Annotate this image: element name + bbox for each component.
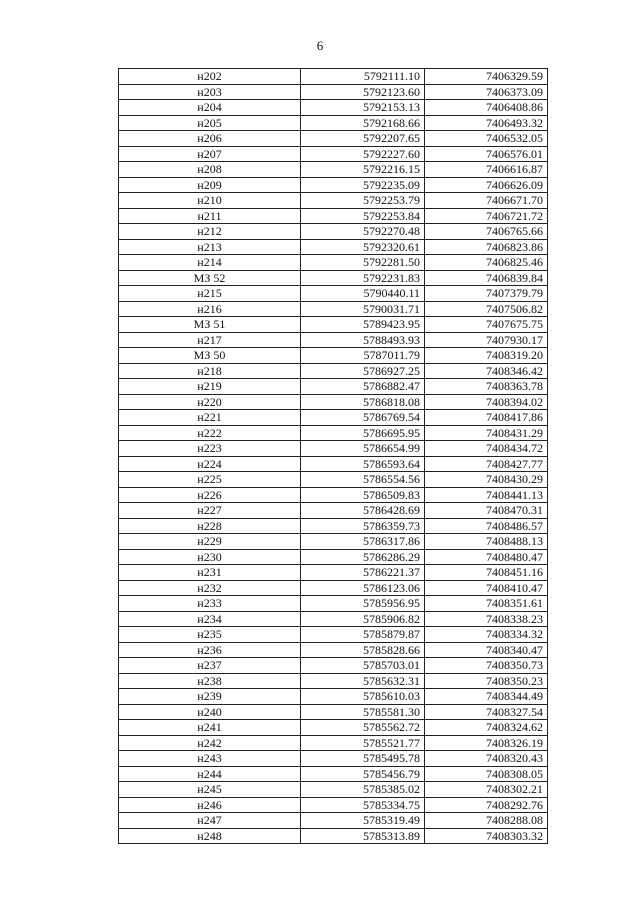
point-id-cell: н236 [119, 642, 301, 658]
x-coordinate-cell: 5792216.15 [301, 162, 425, 178]
point-id-cell: н221 [119, 410, 301, 426]
y-coordinate-cell: 7408334.32 [425, 627, 548, 643]
x-coordinate-cell: 5785906.82 [301, 611, 425, 627]
point-id-cell: МЗ 51 [119, 317, 301, 333]
y-coordinate-cell: 7408346.42 [425, 363, 548, 379]
point-id-cell: н216 [119, 301, 301, 317]
y-coordinate-cell: 7408488.13 [425, 534, 548, 550]
x-coordinate-cell: 5785521.77 [301, 735, 425, 751]
x-coordinate-cell: 5786882.47 [301, 379, 425, 395]
x-coordinate-cell: 5785956.95 [301, 596, 425, 612]
table-row [119, 689, 548, 705]
x-coordinate-cell: 5792111.10 [301, 69, 425, 85]
table-row [119, 162, 548, 178]
y-coordinate-cell: 7406408.86 [425, 100, 548, 116]
x-coordinate-cell: 5787011.79 [301, 348, 425, 364]
y-coordinate-cell: 7408326.19 [425, 735, 548, 751]
point-id-cell: н215 [119, 286, 301, 302]
point-id-cell: н239 [119, 689, 301, 705]
y-coordinate-cell: 7408319.20 [425, 348, 548, 364]
x-coordinate-cell: 5786769.54 [301, 410, 425, 426]
table-row [119, 193, 548, 209]
table-row [119, 224, 548, 240]
table-row [119, 627, 548, 643]
y-coordinate-cell: 7408351.61 [425, 596, 548, 612]
point-id-cell: н219 [119, 379, 301, 395]
table-row [119, 410, 548, 426]
y-coordinate-cell: 7408410.47 [425, 580, 548, 596]
x-coordinate-cell: 5792153.13 [301, 100, 425, 116]
table-row [119, 115, 548, 131]
x-coordinate-cell: 5785879.87 [301, 627, 425, 643]
point-id-cell: н227 [119, 503, 301, 519]
y-coordinate-cell: 7406329.59 [425, 69, 548, 85]
y-coordinate-cell: 7408327.54 [425, 704, 548, 720]
coordinates-table-body [119, 69, 548, 844]
point-id-cell: н247 [119, 813, 301, 829]
x-coordinate-cell: 5786359.73 [301, 518, 425, 534]
y-coordinate-cell: 7408288.08 [425, 813, 548, 829]
table-row [119, 286, 548, 302]
point-id-cell: н208 [119, 162, 301, 178]
y-coordinate-cell: 7406765.66 [425, 224, 548, 240]
point-id-cell: н210 [119, 193, 301, 209]
x-coordinate-cell: 5785334.75 [301, 797, 425, 813]
coordinates-table [118, 68, 548, 844]
y-coordinate-cell: 7406493.32 [425, 115, 548, 131]
x-coordinate-cell: 5792123.60 [301, 84, 425, 100]
x-coordinate-cell: 5786554.56 [301, 472, 425, 488]
point-id-cell: н223 [119, 441, 301, 457]
y-coordinate-cell: 7406373.09 [425, 84, 548, 100]
y-coordinate-cell: 7408430.29 [425, 472, 548, 488]
point-id-cell: н229 [119, 534, 301, 550]
x-coordinate-cell: 5792168.66 [301, 115, 425, 131]
point-id-cell: н228 [119, 518, 301, 534]
y-coordinate-cell: 7408344.49 [425, 689, 548, 705]
point-id-cell: н206 [119, 131, 301, 147]
point-id-cell: н218 [119, 363, 301, 379]
y-coordinate-cell: 7408417.86 [425, 410, 548, 426]
y-coordinate-cell: 7407675.75 [425, 317, 548, 333]
x-coordinate-cell: 5785703.01 [301, 658, 425, 674]
table-row [119, 317, 548, 333]
table-row [119, 518, 548, 534]
point-id-cell: н240 [119, 704, 301, 720]
x-coordinate-cell: 5786654.99 [301, 441, 425, 457]
table-row [119, 642, 548, 658]
table-row [119, 596, 548, 612]
point-id-cell: н204 [119, 100, 301, 116]
point-id-cell: н242 [119, 735, 301, 751]
x-coordinate-cell: 5792253.84 [301, 208, 425, 224]
table-row [119, 766, 548, 782]
table-row [119, 580, 548, 596]
table-row [119, 100, 548, 116]
table-row [119, 332, 548, 348]
x-coordinate-cell: 5785562.72 [301, 720, 425, 736]
point-id-cell: н232 [119, 580, 301, 596]
point-id-cell: н234 [119, 611, 301, 627]
x-coordinate-cell: 5785313.89 [301, 828, 425, 844]
y-coordinate-cell: 7408320.43 [425, 751, 548, 767]
table-row [119, 394, 548, 410]
y-coordinate-cell: 7408338.23 [425, 611, 548, 627]
x-coordinate-cell: 5786221.37 [301, 565, 425, 581]
x-coordinate-cell: 5785828.66 [301, 642, 425, 658]
y-coordinate-cell: 7408350.23 [425, 673, 548, 689]
y-coordinate-cell: 7408308.05 [425, 766, 548, 782]
x-coordinate-cell: 5792281.50 [301, 255, 425, 271]
y-coordinate-cell: 7406626.09 [425, 177, 548, 193]
point-id-cell: н243 [119, 751, 301, 767]
table-row [119, 441, 548, 457]
x-coordinate-cell: 5786428.69 [301, 503, 425, 519]
x-coordinate-cell: 5786927.25 [301, 363, 425, 379]
point-id-cell: н207 [119, 146, 301, 162]
x-coordinate-cell: 5786695.95 [301, 425, 425, 441]
y-coordinate-cell: 7408427.77 [425, 456, 548, 472]
point-id-cell: н237 [119, 658, 301, 674]
page-number: 6 [316, 38, 324, 53]
point-id-cell: н224 [119, 456, 301, 472]
y-coordinate-cell: 7408480.47 [425, 549, 548, 565]
point-id-cell: н209 [119, 177, 301, 193]
y-coordinate-cell: 7408350.73 [425, 658, 548, 674]
point-id-cell: н202 [119, 69, 301, 85]
y-coordinate-cell: 7408363.78 [425, 379, 548, 395]
y-coordinate-cell: 7408394.02 [425, 394, 548, 410]
point-id-cell: н220 [119, 394, 301, 410]
y-coordinate-cell: 7408340.47 [425, 642, 548, 658]
x-coordinate-cell: 5792270.48 [301, 224, 425, 240]
point-id-cell: н222 [119, 425, 301, 441]
table-row [119, 177, 548, 193]
point-id-cell: н241 [119, 720, 301, 736]
point-id-cell: н226 [119, 487, 301, 503]
table-row [119, 565, 548, 581]
table-row [119, 131, 548, 147]
x-coordinate-cell: 5786317.86 [301, 534, 425, 550]
y-coordinate-cell: 7406576.01 [425, 146, 548, 162]
y-coordinate-cell: 7408324.62 [425, 720, 548, 736]
table-row [119, 348, 548, 364]
table-row [119, 813, 548, 829]
table-row [119, 84, 548, 100]
y-coordinate-cell: 7408486.57 [425, 518, 548, 534]
x-coordinate-cell: 5792207.65 [301, 131, 425, 147]
table-row [119, 735, 548, 751]
table-row [119, 208, 548, 224]
point-id-cell: МЗ 50 [119, 348, 301, 364]
point-id-cell: н230 [119, 549, 301, 565]
x-coordinate-cell: 5786286.29 [301, 549, 425, 565]
table-row [119, 828, 548, 844]
point-id-cell: н233 [119, 596, 301, 612]
table-row [119, 782, 548, 798]
point-id-cell: н211 [119, 208, 301, 224]
x-coordinate-cell: 5785319.49 [301, 813, 425, 829]
point-id-cell: н246 [119, 797, 301, 813]
y-coordinate-cell: 7408302.21 [425, 782, 548, 798]
x-coordinate-cell: 5790440.11 [301, 286, 425, 302]
table-row [119, 704, 548, 720]
y-coordinate-cell: 7408441.13 [425, 487, 548, 503]
table-row [119, 549, 548, 565]
y-coordinate-cell: 7407930.17 [425, 332, 548, 348]
y-coordinate-cell: 7408470.31 [425, 503, 548, 519]
x-coordinate-cell: 5792253.79 [301, 193, 425, 209]
y-coordinate-cell: 7408434.72 [425, 441, 548, 457]
point-id-cell: МЗ 52 [119, 270, 301, 286]
y-coordinate-cell: 7406839.84 [425, 270, 548, 286]
table-row [119, 472, 548, 488]
point-id-cell: н231 [119, 565, 301, 581]
table-row [119, 379, 548, 395]
x-coordinate-cell: 5786818.08 [301, 394, 425, 410]
x-coordinate-cell: 5785610.03 [301, 689, 425, 705]
table-row [119, 239, 548, 255]
table-row [119, 146, 548, 162]
point-id-cell: н238 [119, 673, 301, 689]
table-row [119, 658, 548, 674]
x-coordinate-cell: 5785385.02 [301, 782, 425, 798]
point-id-cell: н244 [119, 766, 301, 782]
x-coordinate-cell: 5792320.61 [301, 239, 425, 255]
x-coordinate-cell: 5785581.30 [301, 704, 425, 720]
x-coordinate-cell: 5785456.79 [301, 766, 425, 782]
table-row [119, 69, 548, 85]
table-row [119, 301, 548, 317]
point-id-cell: н213 [119, 239, 301, 255]
y-coordinate-cell: 7408451.16 [425, 565, 548, 581]
y-coordinate-cell: 7406532.05 [425, 131, 548, 147]
point-id-cell: н217 [119, 332, 301, 348]
y-coordinate-cell: 7406823.86 [425, 239, 548, 255]
y-coordinate-cell: 7407379.79 [425, 286, 548, 302]
table-row [119, 751, 548, 767]
point-id-cell: н248 [119, 828, 301, 844]
table-row [119, 270, 548, 286]
y-coordinate-cell: 7406721.72 [425, 208, 548, 224]
x-coordinate-cell: 5789423.95 [301, 317, 425, 333]
x-coordinate-cell: 5792227.60 [301, 146, 425, 162]
y-coordinate-cell: 7408303.32 [425, 828, 548, 844]
point-id-cell: н225 [119, 472, 301, 488]
x-coordinate-cell: 5786593.64 [301, 456, 425, 472]
table-row [119, 673, 548, 689]
table-row [119, 425, 548, 441]
point-id-cell: н203 [119, 84, 301, 100]
x-coordinate-cell: 5788493.93 [301, 332, 425, 348]
x-coordinate-cell: 5786509.83 [301, 487, 425, 503]
table-row [119, 487, 548, 503]
table-row [119, 797, 548, 813]
point-id-cell: н212 [119, 224, 301, 240]
point-id-cell: н214 [119, 255, 301, 271]
x-coordinate-cell: 5785632.31 [301, 673, 425, 689]
x-coordinate-cell: 5792231.83 [301, 270, 425, 286]
y-coordinate-cell: 7407506.82 [425, 301, 548, 317]
table-row [119, 255, 548, 271]
y-coordinate-cell: 7406671.70 [425, 193, 548, 209]
table-row [119, 503, 548, 519]
x-coordinate-cell: 5785495.78 [301, 751, 425, 767]
y-coordinate-cell: 7406616.87 [425, 162, 548, 178]
x-coordinate-cell: 5792235.09 [301, 177, 425, 193]
table-row [119, 363, 548, 379]
point-id-cell: н235 [119, 627, 301, 643]
x-coordinate-cell: 5790031.71 [301, 301, 425, 317]
y-coordinate-cell: 7408431.29 [425, 425, 548, 441]
table-row [119, 720, 548, 736]
table-row [119, 611, 548, 627]
x-coordinate-cell: 5786123.06 [301, 580, 425, 596]
point-id-cell: н245 [119, 782, 301, 798]
y-coordinate-cell: 7408292.76 [425, 797, 548, 813]
point-id-cell: н205 [119, 115, 301, 131]
table-row [119, 456, 548, 472]
table-row [119, 534, 548, 550]
y-coordinate-cell: 7406825.46 [425, 255, 548, 271]
